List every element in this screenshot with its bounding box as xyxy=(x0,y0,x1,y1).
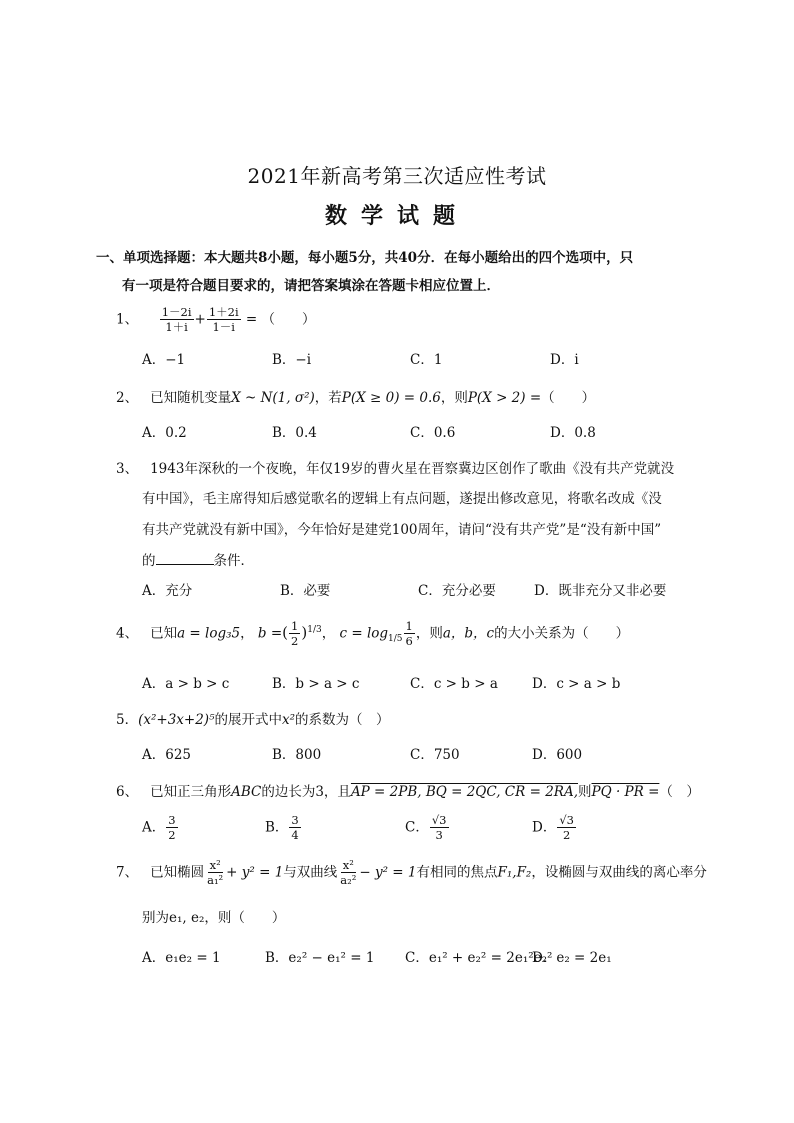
option-b[interactable]: B．0.4 xyxy=(272,425,317,441)
option-c[interactable]: C．充分必要 xyxy=(418,583,496,599)
option-a[interactable]: A．−1 xyxy=(142,352,186,368)
option-a[interactable]: A．625 xyxy=(142,747,192,763)
section-heading-line1: 一、单项选择题：本大题共8小题，每小题5分，共40分．在每小题给出的四个选项中，只 xyxy=(96,250,634,266)
option-a[interactable]: A． $\frac{3}{2}$ xyxy=(142,813,176,843)
question-3-line2: 有中国》，毛主席得知后感觉歌名的逻辑上有点问题，遂提出修改意见，将歌名改成《没 xyxy=(142,491,662,507)
option-b[interactable]: B．800 xyxy=(272,747,322,763)
option-a[interactable]: A．e₁e₂ = 1 xyxy=(142,950,221,966)
option-d[interactable]: D．600 xyxy=(532,747,583,763)
option-b[interactable]: B．e₂² − e₁² = 1 xyxy=(265,950,375,966)
option-d[interactable]: D．c > a > b xyxy=(532,676,621,692)
fraction: $\frac{1-2i}{1+i}$ xyxy=(161,305,192,335)
option-c[interactable]: C．c > b > a xyxy=(410,676,498,692)
question-1: 1、 $\frac{1-2i}{1+i}$ + $\frac{1+2i}{1-i}$ = （ ） xyxy=(116,305,316,335)
question-2: 2、 已知随机变量X ~ N(1, σ²)，若P(X ≥ 0) = 0.6，则P(X > 2) =（ ） xyxy=(116,390,596,406)
option-c[interactable]: C．1 xyxy=(410,352,443,368)
question-4: 4、 已知a = log₃5， b =( $\frac{1}{2}$ )$^{1/3}$， $c = \log_{1/5}$ $\frac{1}{6}$ ，则a，b，c的大小关系为（ ） xyxy=(116,619,630,649)
question-7-line2: 别为e₁, e₂，则（ ） xyxy=(142,910,286,926)
question-3-line3: 有共产党就没有新中国》，今年恰好是建党100周年，请问“没有共产党”是“没有新中国” xyxy=(142,522,662,538)
question-5: 5．(x²+3x+2)⁵的展开式中x²的系数为（ ） xyxy=(116,712,390,728)
fraction: $\frac{\text{x²}}{\text{a₂²}}$ xyxy=(340,858,357,888)
option-d[interactable]: D．既非充分又非必要 xyxy=(534,583,667,599)
option-a[interactable]: A．充分 xyxy=(142,583,193,599)
option-c[interactable]: C． $\frac{√3}{3}$ xyxy=(405,813,447,843)
option-b[interactable]: B．必要 xyxy=(280,583,331,599)
option-c[interactable]: C．0.6 xyxy=(410,425,456,441)
exam-subtitle: 数学试题 xyxy=(324,203,469,229)
fraction: $\frac{1+2i}{1-i}$ xyxy=(208,305,239,335)
option-d[interactable]: D．i xyxy=(550,352,579,368)
question-3-line4: 的 条件． xyxy=(142,553,254,569)
option-d[interactable]: D．e₂ = 2e₁ xyxy=(532,950,612,966)
option-a[interactable]: A．0.2 xyxy=(142,425,187,441)
option-b[interactable]: B． $\frac{3}{4}$ xyxy=(265,813,299,843)
question-number: 1、 xyxy=(116,311,139,328)
option-c[interactable]: C．750 xyxy=(410,747,460,763)
question-3: 3、 1943年深秋的一个夜晚，年仅19岁的曹火星在晋察冀边区创作了歌曲《没有共产党就没 xyxy=(116,461,675,477)
option-b[interactable]: B．−i xyxy=(272,352,312,368)
answer-blank[interactable] xyxy=(156,552,214,565)
fraction: $\frac{1}{6}$ xyxy=(405,619,413,649)
option-a[interactable]: A．a > b > c xyxy=(142,676,230,692)
option-b[interactable]: B．b > a > c xyxy=(272,676,360,692)
question-6: 6、 已知正三角形ABC的边长为3，且AP = 2PB, BQ = 2QC, CR = 2RA,则PQ · PR =（ ） xyxy=(116,784,700,800)
option-c[interactable]: C．e₁² + e₂² = 2e₁²e₂² xyxy=(405,950,553,966)
exam-title: 2021年新高考第三次适应性考试 xyxy=(247,164,547,188)
fraction: $\frac{\text{x²}}{\text{a₁²}}$ xyxy=(207,858,224,888)
option-d[interactable]: D．0.8 xyxy=(550,425,596,441)
fraction: $\frac{1}{2}$ xyxy=(291,619,299,649)
question-7: 7、 已知椭圆 $\frac{\text{x²}}{\text{a₁²}}$ + y² = 1与双曲线 $\frac{\text{x²}}{\text{a₂²}}$ − y² = 1有相同的焦点F₁,F₂，设椭圆与双曲线的离心率分 xyxy=(116,858,707,888)
option-d[interactable]: D． $\frac{√3}{2}$ xyxy=(532,813,574,843)
section-heading-line2: 有一项是符合题目要求的，请把答案填涂在答题卡相应位置上． xyxy=(122,278,500,294)
